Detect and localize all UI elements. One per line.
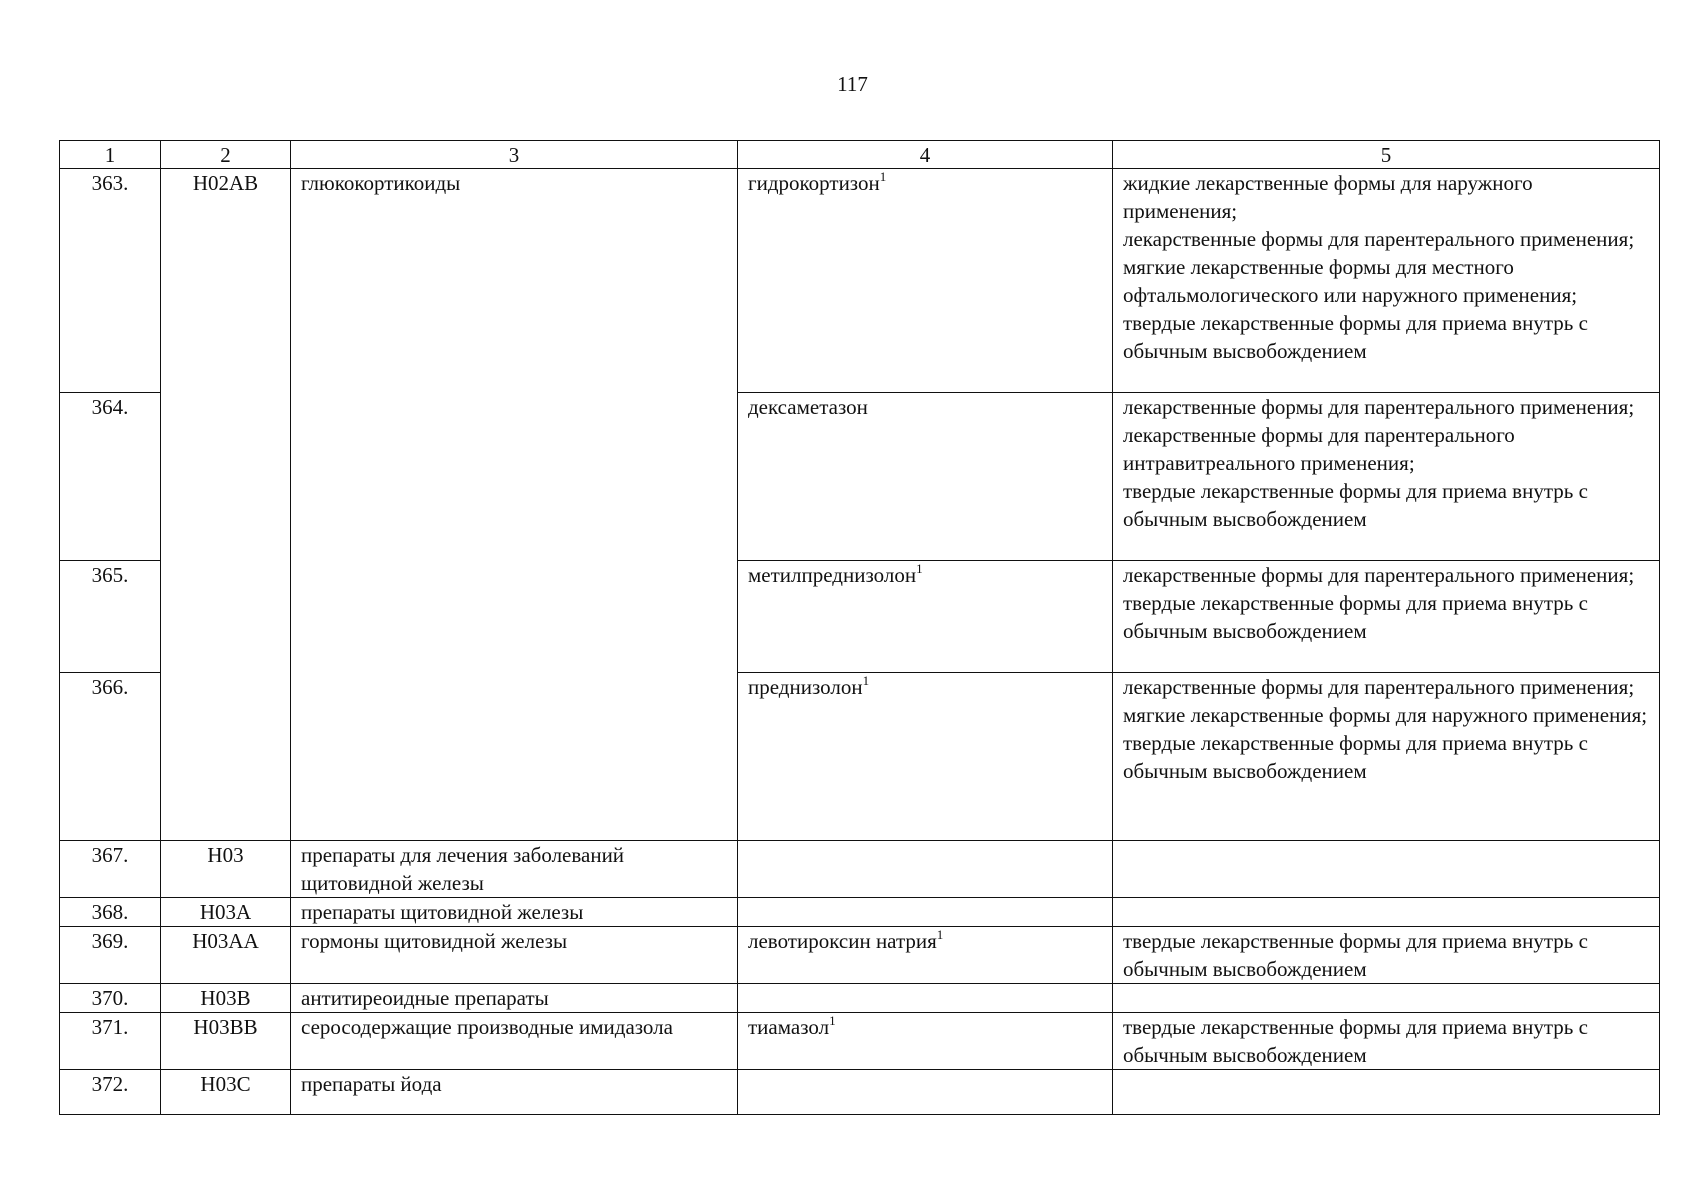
drug-name: метилпреднизолон$^1$	[738, 561, 1113, 673]
dosage-forms	[1113, 898, 1660, 927]
table-row	[60, 927, 1660, 984]
dosage-form-item: лекарственные формы для парентерального применения;	[1123, 395, 1635, 419]
atc-code: H03	[161, 841, 291, 898]
row-number: 371.	[60, 1013, 161, 1070]
row-number: 365.	[60, 561, 161, 673]
atc-code: H03B	[161, 984, 291, 1013]
drug-name	[738, 1070, 1113, 1115]
row-number: 372.	[60, 1070, 161, 1115]
group-name: препараты йода	[291, 1070, 738, 1115]
drug-name	[738, 898, 1113, 927]
group-name: гормоны щитовидной железы	[291, 927, 738, 984]
table-row	[60, 1013, 1660, 1070]
row-number: 368.	[60, 898, 161, 927]
dosage-form-item: твердые лекарственные формы для приема внутрь с обычным высвобождением	[1123, 731, 1588, 783]
row-number: 369.	[60, 927, 161, 984]
dosage-form-item: мягкие лекарственные формы для местного офтальмологического или наружного применения;	[1123, 255, 1578, 307]
dosage-form-item: жидкие лекарственные формы для наружного применения;	[1123, 171, 1533, 223]
table-header-row	[60, 141, 1660, 169]
page-number: 117	[837, 72, 868, 96]
group-name: антитиреоидные препараты	[291, 984, 738, 1013]
header-cell-3: 3	[291, 141, 738, 169]
dosage-form-item: лекарственные формы для парентерального применения;	[1123, 563, 1635, 587]
row-number: 370.	[60, 984, 161, 1013]
dosage-form-item: мягкие лекарственные формы для наружного применения;	[1123, 703, 1648, 727]
drug-name: дексаметазон	[738, 393, 1113, 561]
dosage-form-item: твердые лекарственные формы для приема внутрь с обычным высвобождением	[1123, 591, 1588, 643]
footnote-mark: 1	[829, 1013, 836, 1028]
drug-name	[738, 984, 1113, 1013]
drug-name: тиамазол$^1$	[738, 1013, 1113, 1070]
row-number: 363.	[60, 169, 161, 393]
dosage-form-item: лекарственные формы для парентерального интравитреального применения;	[1123, 423, 1515, 475]
row-number: 364.	[60, 393, 161, 561]
drug-name: левотироксин натрия$^1$	[738, 927, 1113, 984]
dosage-forms	[1113, 561, 1660, 673]
header-cell-5: 5	[1113, 141, 1660, 169]
dosage-forms	[1113, 169, 1660, 393]
dosage-forms	[1113, 984, 1660, 1013]
drug-list-table	[59, 140, 1660, 1115]
atc-code: H03C	[161, 1070, 291, 1115]
footnote-mark: 1	[879, 169, 887, 184]
header-cell-1: 1	[60, 141, 161, 169]
dosage-forms	[1113, 393, 1660, 561]
dosage-forms	[1113, 1070, 1660, 1115]
dosage-form-item: лекарственные формы для парентерального применения;	[1123, 227, 1635, 251]
dosage-form-item: твердые лекарственные формы для приема внутрь с обычным высвобождением	[1123, 479, 1588, 531]
table-row	[60, 841, 1660, 898]
footnote-mark: 1	[916, 561, 923, 576]
table-row	[60, 898, 1660, 927]
row-number: 366.	[60, 673, 161, 841]
drug-name	[738, 841, 1113, 898]
table-row	[60, 1070, 1660, 1115]
group-name: серосодержащие производные имидазола	[291, 1013, 738, 1070]
header-cell-4: 4	[738, 141, 1113, 169]
atc-code: H03BB	[161, 1013, 291, 1070]
dosage-form-item: лекарственные формы для парентерального применения;	[1123, 675, 1635, 699]
footnote-mark: 1	[862, 673, 870, 688]
dosage-form-item: твердые лекарственные формы для приема внутрь с обычным высвобождением	[1123, 311, 1588, 363]
drug-name: гидрокортизон$^1$	[738, 169, 1113, 393]
table-row	[60, 984, 1660, 1013]
group-name: препараты для лечения заболеваний щитовидной железы	[291, 841, 738, 898]
atc-code: H03A	[161, 898, 291, 927]
dosage-forms	[1113, 673, 1660, 841]
dosage-forms	[1113, 927, 1660, 984]
header-cell-2: 2	[161, 141, 291, 169]
drug-name: преднизолон$^1$	[738, 673, 1113, 841]
atc-code: H03AA	[161, 927, 291, 984]
footnote-mark: 1	[936, 927, 944, 942]
atc-code: H02AB	[161, 169, 291, 841]
group-name: глюкокортикоиды	[291, 169, 738, 841]
dosage-form-item: твердые лекарственные формы для приема внутрь с обычным высвобождением	[1123, 1015, 1588, 1067]
table-row	[60, 169, 1660, 393]
dosage-form-item: твердые лекарственные формы для приема внутрь с обычным высвобождением	[1123, 929, 1588, 981]
dosage-forms	[1113, 1013, 1660, 1070]
group-name: препараты щитовидной железы	[291, 898, 738, 927]
dosage-forms	[1113, 841, 1660, 898]
row-number: 367.	[60, 841, 161, 898]
